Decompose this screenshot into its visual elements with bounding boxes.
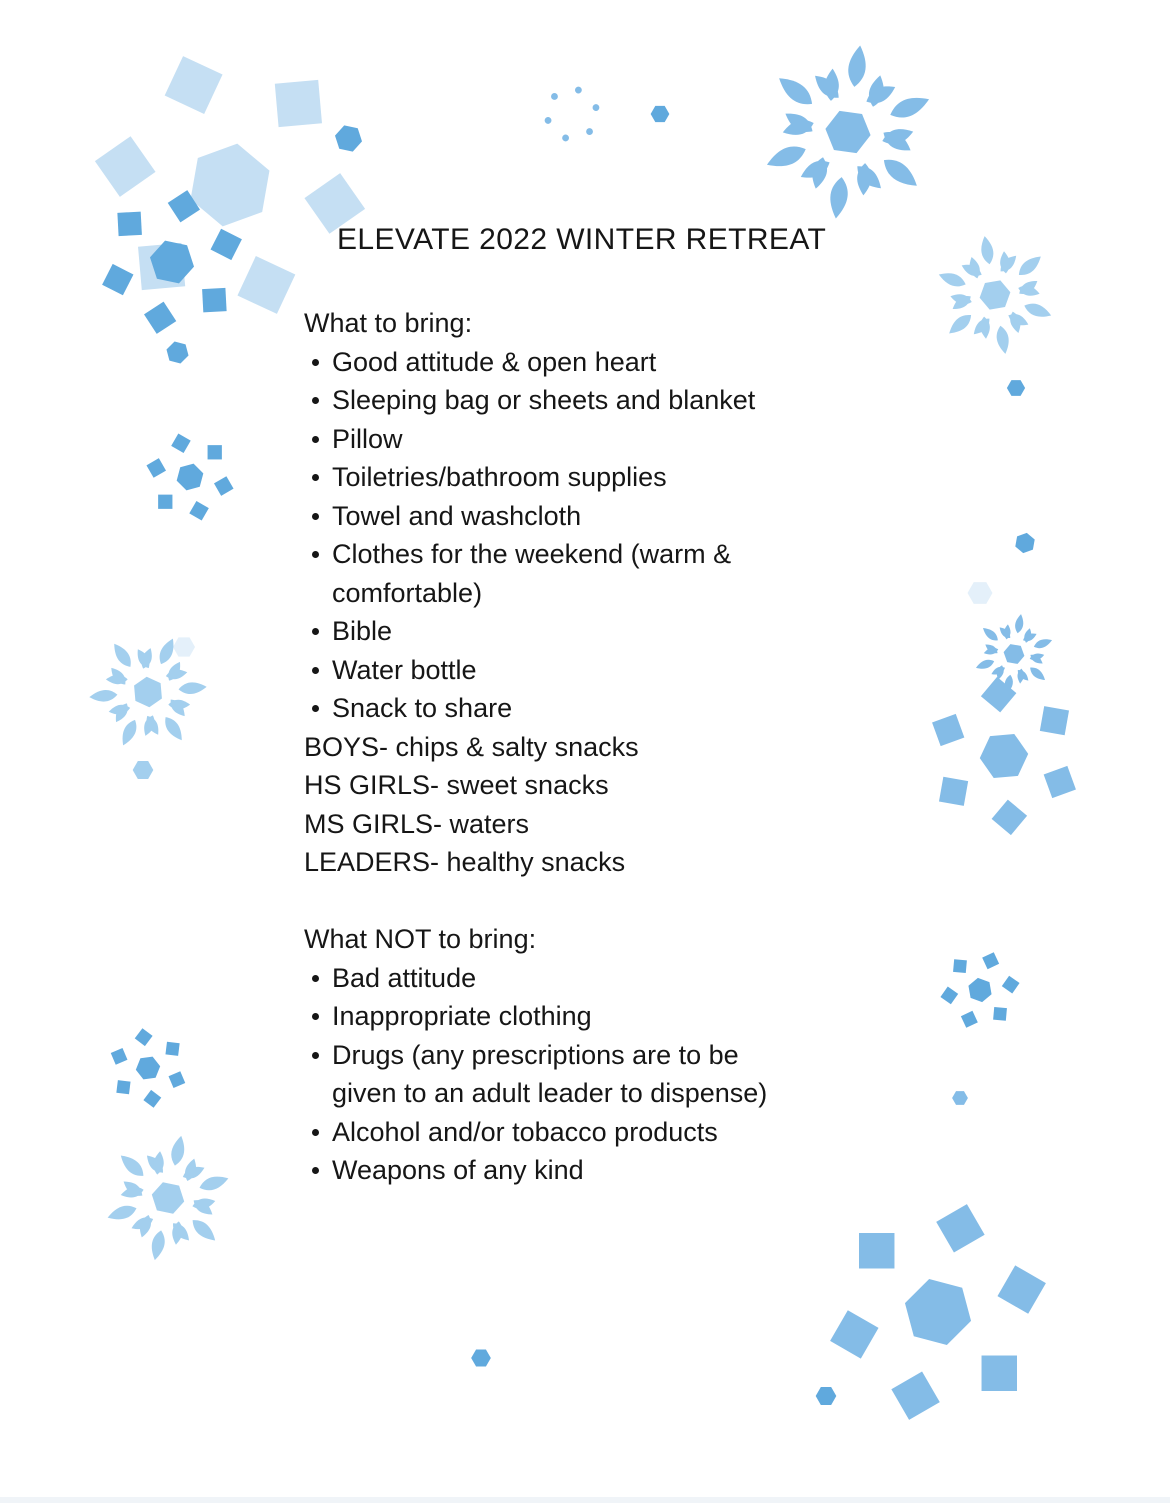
bullet-dot — [312, 474, 319, 481]
bullet-dot — [312, 1052, 319, 1059]
line-text: Bad attitude — [332, 962, 477, 993]
line-text: LEADERS- healthy snacks — [304, 847, 626, 877]
bullet-dot — [312, 359, 319, 366]
line-text: given to an adult leader to dispense) — [332, 1078, 768, 1108]
list-line — [304, 805, 934, 844]
section-heading: What NOT to bring: — [304, 924, 537, 954]
bullet-item — [304, 689, 934, 728]
list-line — [304, 766, 934, 805]
line-text: BOYS- chips & salty snacks — [304, 731, 639, 762]
snowflake-icon — [939, 949, 1021, 1031]
bullet-dot — [312, 975, 319, 982]
page-title: ELEVATE 2022 WINTER RETREAT — [337, 223, 827, 256]
bullet-dot — [312, 436, 319, 443]
bullet-dot — [312, 1013, 319, 1020]
content-sections — [304, 304, 934, 1190]
bullet-dot — [312, 628, 319, 635]
bullet-item — [304, 612, 934, 651]
line-text: Bible — [332, 616, 393, 646]
line-text: HS GIRLS- sweet snacks — [304, 770, 609, 800]
snowflake-icon — [515, 1370, 559, 1414]
bullet-dot — [312, 705, 319, 712]
snowflake-icon — [586, 1364, 638, 1416]
snowflake-icon — [100, 727, 186, 813]
line-text: MS GIRLS- waters — [304, 808, 530, 839]
line-text: Clothes for the weekend (warm & — [332, 539, 732, 569]
snowflake-icon — [965, 767, 1091, 893]
bullet-dot — [312, 513, 319, 520]
list-line — [304, 728, 934, 767]
snowflake-icon — [408, 1372, 456, 1420]
line-text: Snack to share — [332, 693, 513, 723]
bullet-dot — [312, 1167, 319, 1174]
bullet-item — [304, 420, 934, 459]
bullet-item — [304, 997, 934, 1036]
bullet-dot — [312, 397, 319, 404]
bullet-item — [304, 651, 934, 690]
snowflake-icon — [927, 1065, 993, 1131]
line-text: comfortable) — [332, 577, 483, 608]
snowflake-icon — [125, 1369, 179, 1423]
line-text: Weapons of any kind — [332, 1155, 584, 1185]
line-text: Sleeping bag or sheets and blanket — [332, 385, 756, 415]
flyer-content — [304, 222, 934, 1190]
snowflake-icon — [144, 431, 236, 523]
line-text: Alcohol and/or tobacco products — [332, 1116, 718, 1147]
snowflake-icon — [641, 1305, 791, 1455]
list-line — [304, 843, 934, 882]
snowflake-icon — [291, 81, 406, 196]
bullet-dot — [312, 551, 319, 558]
bullet-item — [304, 1113, 934, 1152]
snowflake-icon — [407, 67, 525, 185]
bullet-item — [304, 1151, 934, 1190]
line-text: Toiletries/bathroom supplies — [332, 462, 667, 492]
line-text: Good attitude & open heart — [332, 346, 657, 377]
list-line — [304, 1074, 934, 1113]
bullet-item — [304, 458, 934, 497]
snowflake-icon — [926, 1128, 1074, 1276]
snowflake-icon — [930, 230, 1060, 360]
bullet-dot — [312, 1129, 319, 1136]
section-heading: What to bring: — [304, 308, 473, 338]
snowflake-icon — [90, 900, 226, 1036]
list-section — [304, 920, 934, 1190]
bullet-item — [304, 1036, 934, 1075]
bullet-dot — [312, 667, 319, 674]
bullet-item — [304, 343, 934, 382]
bullet-item — [304, 535, 934, 574]
list-section — [304, 304, 934, 882]
line-text: Towel and washcloth — [332, 500, 582, 531]
line-text: Drugs (any prescriptions are to be — [332, 1039, 739, 1070]
bullet-item — [304, 959, 934, 998]
snowflake-icon — [991, 1026, 1045, 1080]
line-text: Pillow — [332, 423, 403, 454]
snowflake-icon — [567, 69, 605, 107]
bullet-item — [304, 381, 934, 420]
line-text: Water bottle — [332, 654, 477, 685]
list-line — [304, 574, 934, 613]
line-text: Inappropriate clothing — [332, 1001, 592, 1031]
bullet-item — [304, 497, 934, 536]
